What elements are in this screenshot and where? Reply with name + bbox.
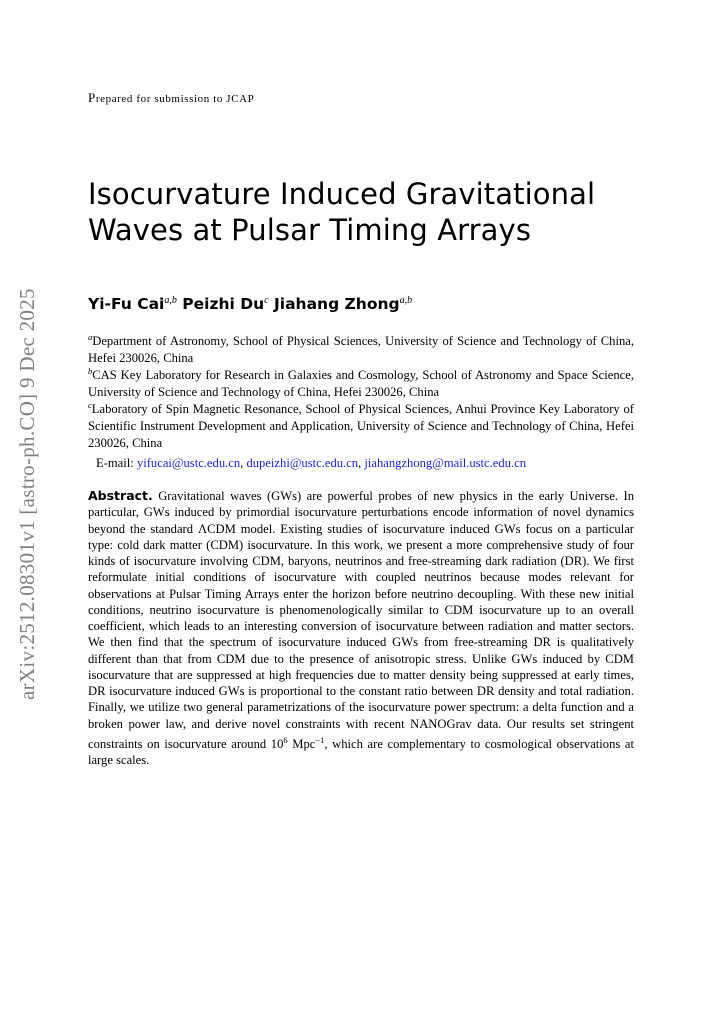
abstract [88, 488, 634, 768]
email-link[interactable]: jiahangzhong@mail.ustc.edu.cn [364, 456, 527, 470]
affiliation-text: Department of Astronomy, School of Physical Sciences, University of Science and Technology of China, Hefei 230026, China [88, 334, 634, 366]
affiliation-c [88, 397, 634, 452]
header-rest: repared for submission to JCAP [95, 93, 255, 105]
affiliation-a [88, 329, 634, 367]
abstract-exponent: −1 [315, 734, 325, 745]
abstract-text: Gravitational waves (GWs) are powerful probes of new physics in the early Universe. In particular, GWs induced by primordial isocurvature perturbations encode information of novel dynamics beyond the standard ΛCDM model. Existing studies of isocurvature induced GWs focus on a particular type: cold dark matter (CDM) isocurvature. In this work, we present a more comprehensive study of four kinds of isocurvature involving CDM, baryons, neutrinos and free-streaming dark radiation (DR). We first reformulate initial conditions of isocurvature with coupled neutrinos because modes relevant for observations at Pulsar Timing Arrays enter the horizon before neutrino decoupling. With these new initial conditions, neutrino isocurvature is phenomenologically similar to CDM isocurvature up to an overall coefficient, which leads to an interesting conversion of isocurvature between radiation and matter sectors. We then find that the spectrum of isocurvature induced GWs from free-streaming DR is qualitatively different than that from CDM due to the presence of anisotropic stress. Unlike GWs induced by CDM isocurvature that are suppressed at high frequencies due to matter density being suppressed at early times, DR isocurvature induced GWs is proportional to the constant ratio between DR density and total radiation. Finally, we utilize two general parametrizations of the isocurvature power spectrum: a delta function and a broken power law, and derive novel constraints with recent NANOGrav data. Our results set stringent constraints on isocurvature around 10 [88, 489, 634, 751]
abstract-label: Abstract. [88, 488, 153, 503]
author-affiliation-mark: c [264, 295, 269, 306]
author-name: Jiahang Zhong [274, 295, 400, 314]
paper-title: Isocurvature Induced Gravitational Waves at Pulsar Timing Arrays [88, 177, 596, 247]
author-affiliation-mark: a,b [164, 295, 177, 306]
arxiv-identifier-stamp: arXiv:2512.08301v1 [astro-ph.CO] 9 Dec 2025 [15, 288, 39, 700]
affiliation-mark: a [88, 332, 93, 342]
email-label: E-mail: [96, 456, 134, 470]
affiliation-mark: b [88, 366, 93, 376]
email-line: E-mail: yifucai@ustc.edu.cn, dupeizhi@ustc.edu.cn, jiahangzhong@mail.ustc.edu.cn [96, 456, 527, 470]
author-affiliation-mark: a,b [399, 295, 413, 306]
affiliation-text: Laboratory of Spin Magnetic Resonance, School of Physical Sciences, Anhui Province Key Laboratory of Scientific Instrument Development and Application, University of Science and Technology of China, Hefei 230026, China [88, 402, 634, 451]
affiliation-b [88, 363, 634, 401]
author-name: Yi-Fu Cai [88, 295, 165, 314]
author-list [88, 295, 412, 313]
abstract-unit: Mpc [287, 736, 316, 751]
author-name: Peizhi Du [182, 295, 265, 314]
abstract-text-end: , which are complementary to cosmological observations at large scales. [88, 736, 634, 768]
header-initial: P [88, 90, 96, 105]
email-link[interactable]: dupeizhi@ustc.edu.cn [246, 456, 359, 470]
abstract-exponent: 6 [283, 734, 288, 745]
affiliation-text: CAS Key Laboratory for Research in Galaxies and Cosmology, School of Astronomy and Space Science, University of Science and Technology of China, Hefei 230026, China [88, 368, 634, 400]
email-link[interactable]: yifucai@ustc.edu.cn [136, 456, 241, 470]
affiliation-mark: c [88, 400, 92, 410]
journal-header [88, 90, 254, 106]
